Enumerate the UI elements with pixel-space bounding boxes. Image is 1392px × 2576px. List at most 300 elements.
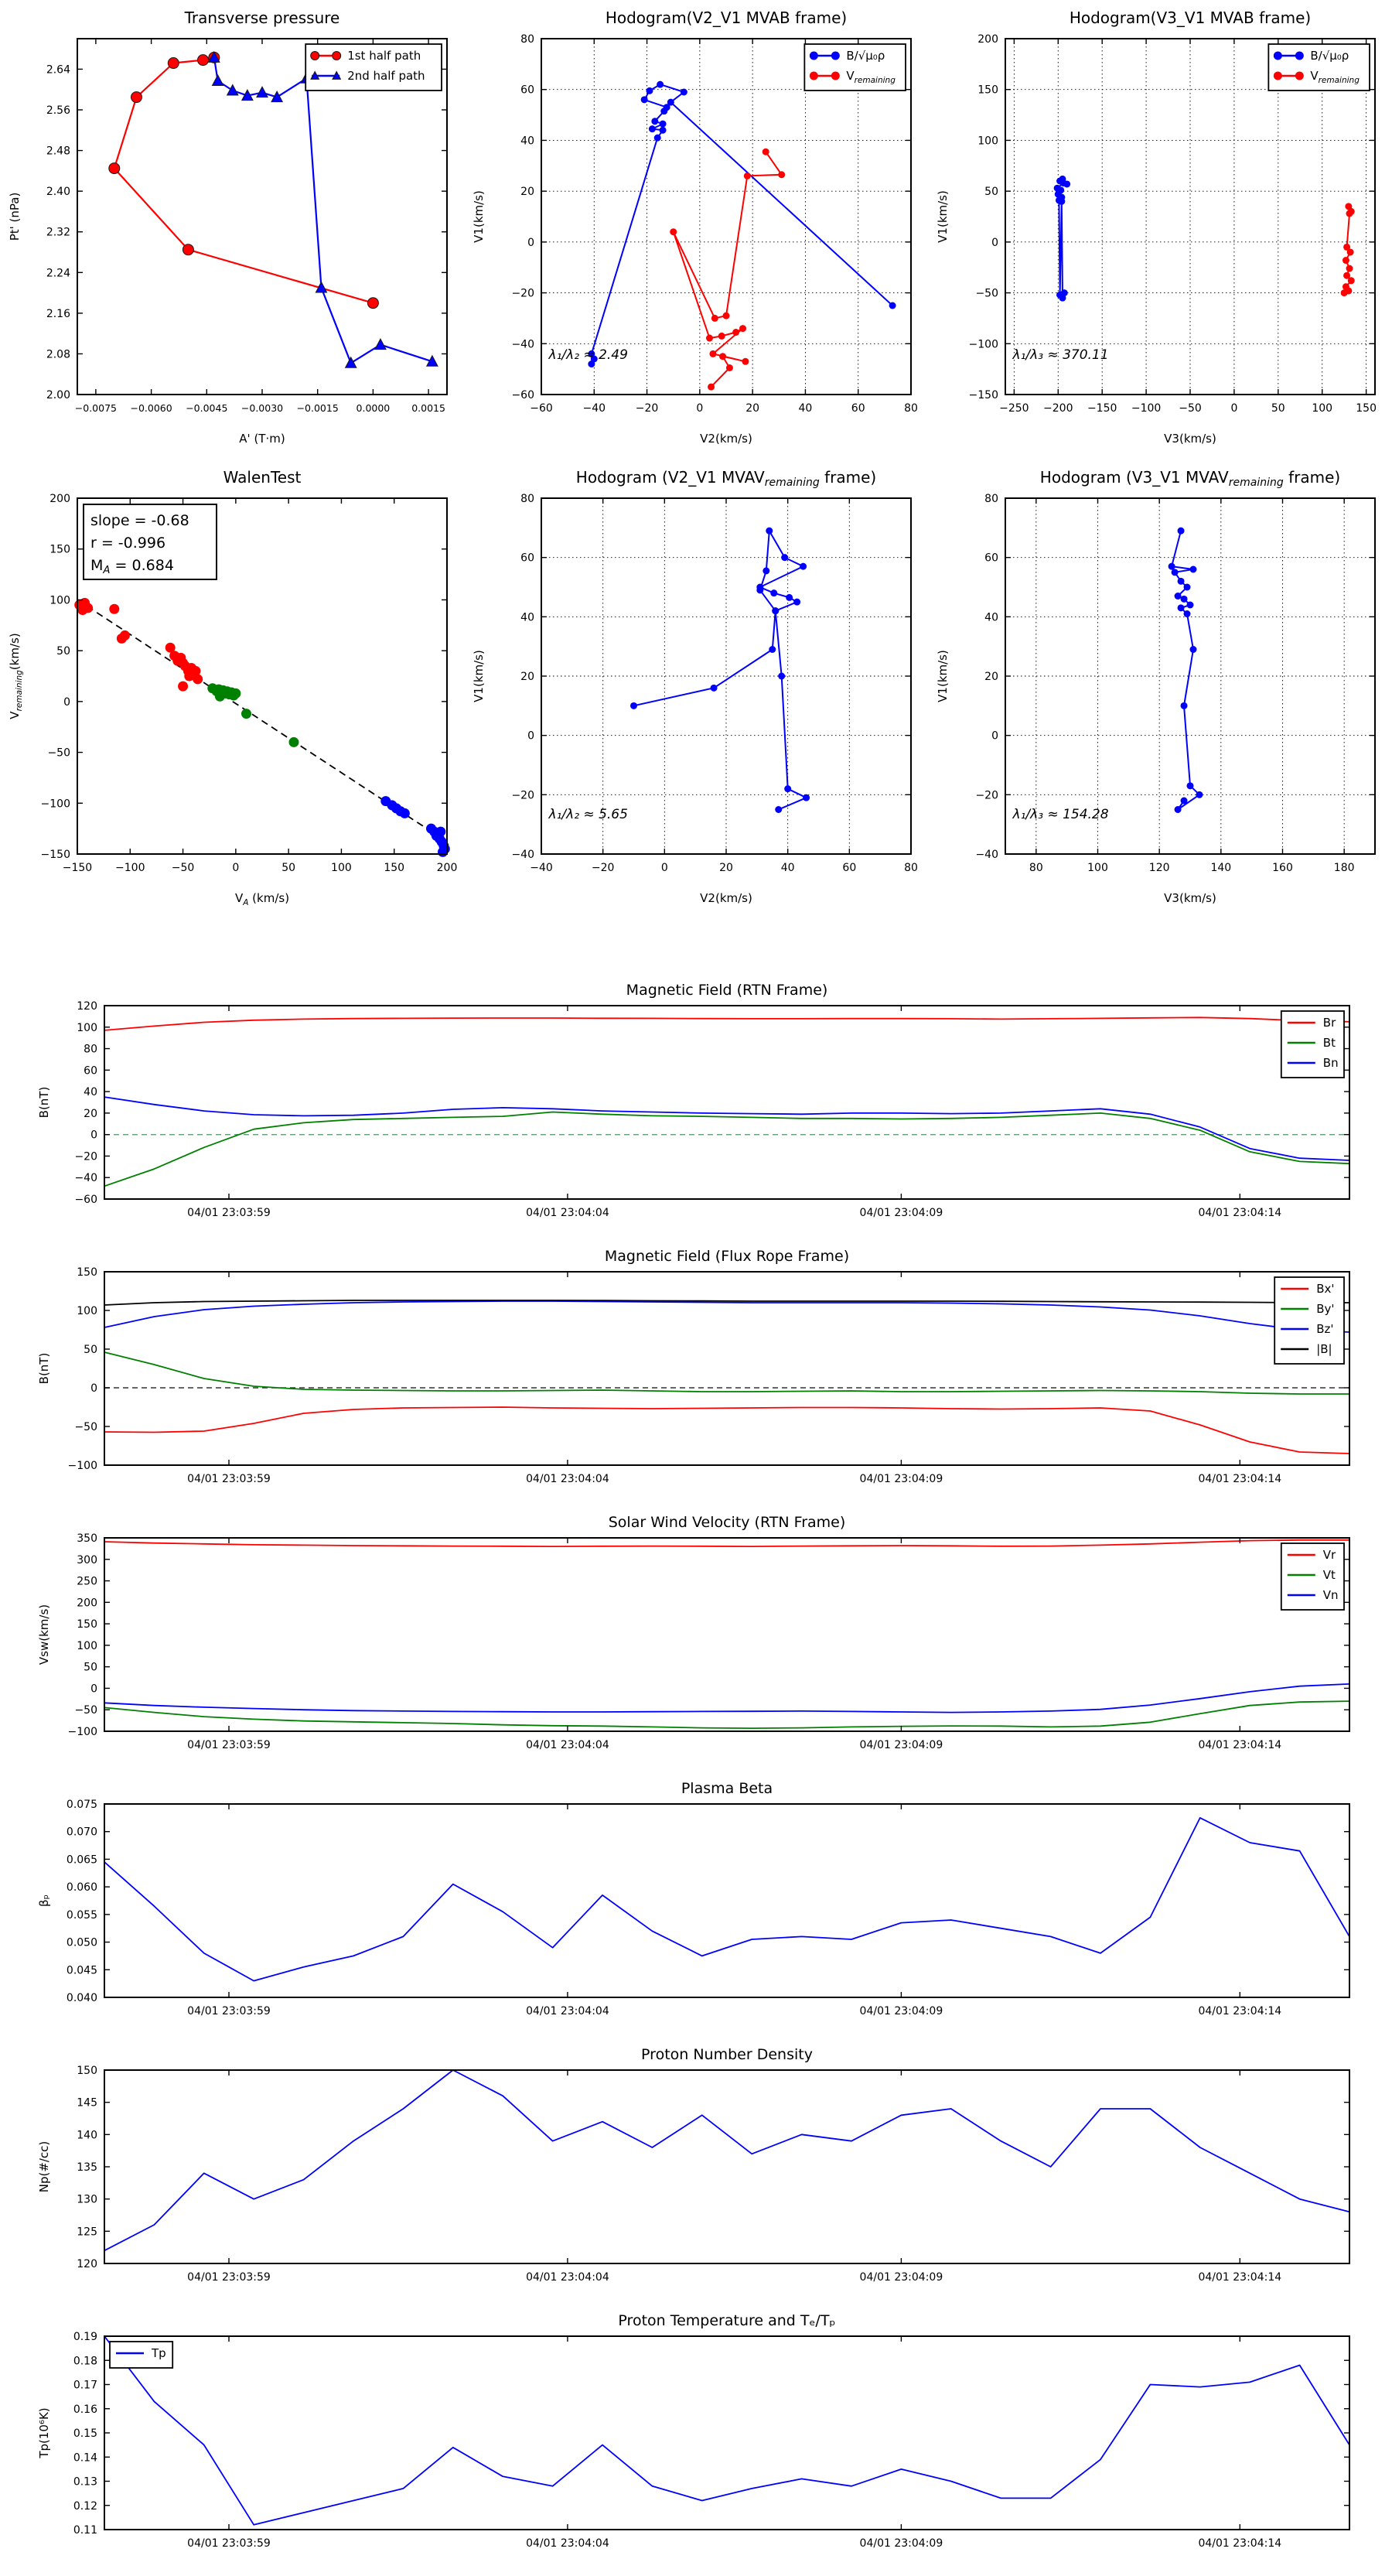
dot-marker <box>1058 198 1065 205</box>
legend-label: By' <box>1316 1302 1335 1316</box>
x-tick-label: 100 <box>1087 862 1108 874</box>
plot-title: Transverse pressure <box>184 9 340 27</box>
y-tick-label: 20 <box>84 1107 97 1120</box>
plot-area <box>541 39 911 395</box>
dot-marker <box>831 72 840 80</box>
dot-marker <box>1189 566 1196 573</box>
panel-hodogram-v3v1-mvab <box>928 0 1392 460</box>
legend-label: Bz' <box>1316 1322 1334 1336</box>
x-tick-label: 04/01 23:04:04 <box>526 2537 609 2550</box>
dot-marker <box>1274 52 1282 60</box>
dot-marker <box>657 81 664 88</box>
x-tick-label: 04/01 23:03:59 <box>187 2271 271 2284</box>
y-tick-label: −40 <box>74 1172 97 1185</box>
panel-solar-wind-velocity <box>0 1512 1392 1778</box>
dot-marker <box>660 127 667 134</box>
dot-marker <box>1178 604 1185 611</box>
x-tick-label: 160 <box>1272 862 1293 874</box>
chart-hodogram-v2v1-mvab <box>464 0 928 456</box>
plot-title: Hodogram (V3_V1 $MVAV_{remaining}$ frame) <box>1039 468 1341 489</box>
x-tick-label: −0.0075 <box>74 402 118 414</box>
y-tick-label: 0 <box>991 729 998 743</box>
dot-marker <box>889 302 896 309</box>
x-tick-label: 04/01 23:04:04 <box>526 1739 609 1751</box>
y-tick-label: 0 <box>991 236 998 249</box>
x-tick-label: 04/01 23:04:14 <box>1198 1473 1282 1485</box>
dot-marker <box>784 785 791 792</box>
x-tick-label: −20 <box>635 402 659 415</box>
y-tick-label: −100 <box>67 1726 97 1738</box>
x-tick-label: 04/01 23:04:14 <box>1198 2537 1282 2550</box>
dot-marker <box>83 603 93 613</box>
dot-marker <box>1178 528 1185 535</box>
panel-proton-number-density <box>0 2044 1392 2310</box>
chart-hodogram-v3v1-mvab <box>928 0 1392 456</box>
y-tick-label: 0.19 <box>73 2331 97 2343</box>
x-tick-label: 04/01 23:04:09 <box>859 1473 943 1485</box>
x-tick-label: −0.0060 <box>130 402 172 414</box>
y-axis-label: $V_{remaining}(km/s)$ <box>8 633 24 719</box>
y-tick-label: 200 <box>977 33 998 46</box>
plot-title: Hodogram(V3_V1 MVAB frame) <box>1069 9 1312 27</box>
x-tick-label: 0 <box>232 862 240 874</box>
dot-marker <box>1346 265 1353 272</box>
dot-marker <box>1184 610 1191 617</box>
y-tick-label: 0.050 <box>66 1936 97 1949</box>
y-tick-label: 0.13 <box>73 2475 97 2489</box>
y-tick-label: 40 <box>520 611 534 624</box>
legend-label: Vt <box>1322 1568 1336 1582</box>
x-axis-label: A' (T·m) <box>239 432 285 446</box>
y-tick-label: 140 <box>77 2129 97 2142</box>
circle-marker <box>168 58 179 69</box>
y-tick-label: −40 <box>975 849 998 861</box>
y-tick-label: −150 <box>968 389 998 401</box>
legend-label: Tp <box>152 2346 166 2360</box>
panel-magnetic-field-flux-rope <box>0 1245 1392 1512</box>
dot-marker <box>1060 179 1067 186</box>
dot-marker <box>435 827 445 837</box>
y-axis-label: Vsw(km/s) <box>37 1604 51 1666</box>
dot-marker <box>670 228 677 235</box>
y-tick-label: 40 <box>84 1086 97 1099</box>
x-tick-label: 04/01 23:04:09 <box>859 1739 943 1751</box>
y-tick-label: 300 <box>77 1553 97 1566</box>
y-tick-label: 2.40 <box>46 186 70 199</box>
y-tick-label: 20 <box>984 671 998 683</box>
y-tick-label: 80 <box>520 33 534 46</box>
y-tick-label: 150 <box>77 1618 97 1631</box>
legend-label: Bn <box>1322 1056 1339 1070</box>
dot-marker <box>109 604 119 614</box>
dot-marker <box>651 118 658 125</box>
y-tick-label: −40 <box>511 849 534 861</box>
y-axis-label: V1(km/s) <box>936 190 950 243</box>
x-tick-label: 80 <box>904 862 918 874</box>
x-tick-label: −50 <box>171 862 195 874</box>
y-tick-label: 2.64 <box>46 63 70 77</box>
panel-proton-temperature <box>0 2310 1392 2576</box>
y-tick-label: −50 <box>74 1704 97 1717</box>
y-tick-label: 0.15 <box>73 2427 97 2440</box>
y-tick-label: 60 <box>84 1064 97 1078</box>
y-tick-label: 200 <box>77 1597 97 1610</box>
dot-marker <box>1184 584 1191 591</box>
plot-area <box>104 1804 1349 1997</box>
x-axis-label: V3(km/s) <box>1164 891 1216 905</box>
legend-label: 2nd half path <box>347 69 425 83</box>
x-tick-label: 200 <box>436 862 458 874</box>
panel-hodogram-v2v1-mvab <box>464 0 928 460</box>
x-tick-label: 150 <box>1356 402 1377 415</box>
y-tick-label: 200 <box>49 493 70 505</box>
dot-marker <box>810 72 818 80</box>
x-tick-label: −20 <box>591 862 615 874</box>
x-tick-label: 120 <box>1148 862 1170 874</box>
y-tick-label: 2.00 <box>46 389 70 401</box>
dot-marker <box>711 685 718 692</box>
x-tick-label: 40 <box>780 862 795 874</box>
x-tick-label: −0.0015 <box>296 402 339 414</box>
dot-marker <box>230 688 241 699</box>
y-tick-label: 0.18 <box>73 2355 97 2368</box>
row-scatter-hodograms-2 <box>0 460 1392 919</box>
dot-marker <box>708 384 715 391</box>
x-tick-label: −100 <box>1131 402 1162 415</box>
chart-plasma-beta <box>0 1778 1392 2041</box>
y-tick-label: 0.17 <box>73 2379 97 2392</box>
dot-marker <box>1181 702 1188 709</box>
x-tick-label: −200 <box>1043 402 1073 415</box>
y-tick-label: 80 <box>520 493 534 505</box>
x-tick-label: 04/01 23:04:09 <box>859 1207 943 1219</box>
x-tick-label: 04/01 23:03:59 <box>187 1473 271 1485</box>
y-tick-label: 50 <box>56 645 70 658</box>
legend-label: $V_{remaining}$ <box>1310 69 1360 85</box>
dot-marker <box>1175 806 1182 813</box>
dot-marker <box>723 313 730 319</box>
x-tick-label: 04/01 23:04:14 <box>1198 1739 1282 1751</box>
y-tick-label: 0 <box>90 1382 97 1395</box>
dot-marker <box>793 599 800 606</box>
legend-label: $V_{remaining}$ <box>846 69 896 85</box>
y-tick-label: 0.14 <box>73 2451 97 2465</box>
x-tick-label: 100 <box>1312 402 1333 415</box>
y-axis-label: Tp(10⁶K) <box>37 2407 51 2458</box>
x-tick-label: 04/01 23:03:59 <box>187 2537 271 2550</box>
y-axis-label: B(nT) <box>37 1352 51 1385</box>
dot-marker <box>1347 249 1354 256</box>
dot-marker <box>711 315 718 322</box>
y-tick-label: 40 <box>984 611 998 624</box>
circle-marker <box>198 55 209 66</box>
panel-plasma-beta <box>0 1778 1392 2044</box>
x-tick-label: 180 <box>1333 862 1355 874</box>
circle-marker <box>183 244 193 255</box>
y-tick-label: 0.075 <box>66 1799 97 1811</box>
dot-marker <box>646 87 653 94</box>
dot-marker <box>1178 578 1185 585</box>
y-tick-label: 100 <box>77 1639 97 1652</box>
dot-marker <box>772 607 779 614</box>
plot-area <box>104 2070 1349 2263</box>
y-tick-label: 20 <box>520 671 534 683</box>
x-tick-label: 04/01 23:03:59 <box>187 2005 271 2017</box>
dot-marker <box>810 52 818 60</box>
y-tick-label: 80 <box>984 493 998 505</box>
plot-title: WalenTest <box>223 468 302 487</box>
x-tick-label: 04/01 23:04:09 <box>859 2271 943 2284</box>
y-tick-label: 0.16 <box>73 2403 97 2416</box>
chart-transverse-pressure <box>0 0 464 456</box>
dot-marker <box>1181 596 1188 603</box>
eigenvalue-annotation: λ₁/λ₃ ≈ 154.28 <box>1012 807 1109 822</box>
dot-marker <box>800 563 807 570</box>
circle-marker <box>333 52 341 60</box>
dot-marker <box>1341 289 1348 296</box>
dot-marker <box>1181 798 1188 805</box>
y-axis-label: Pt' (nPa) <box>8 192 22 241</box>
y-tick-label: 0.070 <box>66 1826 97 1839</box>
y-tick-label: −150 <box>40 849 70 861</box>
dot-marker <box>775 806 782 813</box>
x-tick-label: 60 <box>851 402 865 415</box>
y-axis-label: V1(km/s) <box>472 650 486 702</box>
x-tick-label: 0.0015 <box>411 402 445 414</box>
x-tick-label: −150 <box>62 862 93 874</box>
y-tick-label: 150 <box>77 2065 97 2077</box>
x-tick-label: 60 <box>842 862 857 874</box>
dot-marker <box>726 364 733 371</box>
dot-marker <box>781 554 788 561</box>
x-tick-label: −40 <box>582 402 606 415</box>
dot-marker <box>178 682 188 692</box>
y-tick-label: 120 <box>77 1000 97 1013</box>
plot-title: Hodogram(V2_V1 MVAB frame) <box>605 9 848 27</box>
x-tick-label: 04/01 23:04:04 <box>526 1207 609 1219</box>
plot-area <box>104 1538 1349 1731</box>
x-tick-label: 04/01 23:04:04 <box>526 2005 609 2017</box>
plot-title: Plasma Beta <box>681 1780 773 1797</box>
y-tick-label: 60 <box>520 84 534 97</box>
y-tick-label: 60 <box>520 552 534 565</box>
dot-marker <box>763 567 769 574</box>
plot-title: Proton Temperature and Tₑ/Tₚ <box>618 2312 836 2329</box>
chart-hodogram-v3v1-mvav <box>928 460 1392 916</box>
y-tick-label: 135 <box>77 2161 97 2174</box>
x-tick-label: −0.0030 <box>241 402 284 414</box>
y-tick-label: 100 <box>977 135 998 148</box>
circle-marker <box>131 92 142 103</box>
x-tick-label: 04/01 23:04:04 <box>526 2271 609 2284</box>
y-axis-label: B(nT) <box>37 1086 51 1119</box>
y-tick-label: 100 <box>77 1305 97 1317</box>
x-tick-label: 150 <box>384 862 405 874</box>
dot-marker <box>766 528 773 535</box>
dot-marker <box>654 135 661 142</box>
dot-marker <box>709 350 716 357</box>
dot-marker <box>630 702 637 709</box>
x-tick-label: −250 <box>999 402 1029 415</box>
x-tick-label: −0.0045 <box>186 402 228 414</box>
stats-box-line: r = -0.996 <box>90 535 166 552</box>
dot-marker <box>1274 72 1282 80</box>
x-tick-label: −50 <box>1179 402 1202 415</box>
dot-marker <box>681 89 687 96</box>
y-tick-label: 50 <box>984 186 998 199</box>
y-tick-label: 0.055 <box>66 1908 97 1922</box>
y-tick-label: 100 <box>77 1021 97 1034</box>
dot-marker <box>769 646 776 653</box>
x-tick-label: 50 <box>1271 402 1285 415</box>
dot-marker <box>1172 569 1179 576</box>
plot-title: Magnetic Field (RTN Frame) <box>626 982 828 999</box>
y-tick-label: 0 <box>90 1683 97 1696</box>
row-scatter-hodograms-1 <box>0 0 1392 460</box>
y-tick-label: −20 <box>511 287 534 300</box>
dot-marker <box>1343 257 1349 264</box>
y-tick-label: 2.32 <box>46 226 70 239</box>
y-tick-label: 80 <box>84 1043 97 1056</box>
circle-marker <box>367 298 378 309</box>
y-axis-label: Np(#/cc) <box>37 2140 51 2193</box>
legend-label: Br <box>1322 1016 1336 1030</box>
plot-area <box>104 2336 1349 2530</box>
x-tick-label: 04/01 23:03:59 <box>187 1739 271 1751</box>
chart-walen-test <box>0 460 464 916</box>
y-tick-label: 40 <box>520 135 534 148</box>
plot-title: Magnetic Field (Flux Rope Frame) <box>604 1248 850 1265</box>
y-tick-label: 0.040 <box>66 1992 97 2004</box>
chart-magnetic-field-rtn <box>0 979 1392 1242</box>
x-tick-label: 04/01 23:04:09 <box>859 2537 943 2550</box>
dot-marker <box>778 171 785 178</box>
dot-marker <box>739 325 746 332</box>
y-tick-label: 2.24 <box>46 267 70 280</box>
y-tick-label: 150 <box>977 84 998 97</box>
x-tick-label: 50 <box>281 862 296 874</box>
y-tick-label: 145 <box>77 2096 97 2110</box>
time-series-stack <box>0 979 1392 2576</box>
x-tick-label: 40 <box>798 402 813 415</box>
plot-area <box>104 1006 1349 1199</box>
x-tick-label: 0 <box>1230 402 1238 415</box>
y-tick-label: −100 <box>67 1460 97 1472</box>
y-tick-label: 150 <box>77 1266 97 1279</box>
plot-title: Hodogram (V2_V1 $MVAV_{remaining}$ frame) <box>575 468 877 489</box>
x-tick-label: 20 <box>745 402 760 415</box>
x-tick-label: −40 <box>530 862 553 874</box>
y-tick-label: −20 <box>74 1150 97 1163</box>
x-tick-label: 0.0000 <box>356 402 391 414</box>
y-tick-label: −50 <box>47 746 70 760</box>
dot-marker <box>1196 791 1203 798</box>
dot-marker <box>706 335 713 342</box>
y-tick-label: 2.56 <box>46 104 70 117</box>
y-tick-label: 150 <box>49 543 70 556</box>
dot-marker <box>831 52 840 60</box>
dot-marker <box>1189 646 1196 653</box>
dot-marker <box>786 594 793 601</box>
stats-box-line: slope = -0.68 <box>90 512 189 529</box>
y-tick-label: 20 <box>520 186 534 199</box>
dot-marker <box>1295 52 1304 60</box>
y-tick-label: 50 <box>84 1344 97 1356</box>
panel-walen-test <box>0 460 464 919</box>
legend-label: Vr <box>1322 1548 1336 1562</box>
eigenvalue-annotation: λ₁/λ₂ ≈ 2.49 <box>548 347 628 363</box>
y-tick-label: 0 <box>90 1129 97 1142</box>
legend-label: Bt <box>1322 1036 1336 1050</box>
x-tick-label: 80 <box>904 402 918 415</box>
legend-label: |B| <box>1316 1342 1332 1356</box>
dot-marker <box>649 125 656 132</box>
y-tick-label: −60 <box>511 389 534 401</box>
x-axis-label: V3(km/s) <box>1164 432 1216 446</box>
y-tick-label: 0 <box>527 236 534 249</box>
y-tick-label: 0 <box>527 729 534 743</box>
x-tick-label: 0 <box>660 862 668 874</box>
dot-marker <box>193 674 203 684</box>
panel-hodogram-v3v1-mvav <box>928 460 1392 919</box>
y-tick-label: 0.045 <box>66 1964 97 1977</box>
panel-transverse-pressure <box>0 0 464 460</box>
x-tick-label: −150 <box>1087 402 1117 415</box>
y-tick-label: 130 <box>77 2193 97 2206</box>
dot-marker <box>241 709 251 719</box>
dot-marker <box>732 329 739 336</box>
chart-proton-temperature <box>0 2310 1392 2573</box>
y-tick-label: 2.08 <box>46 348 70 361</box>
dot-marker <box>215 692 225 702</box>
dot-marker <box>770 589 777 596</box>
y-tick-label: 100 <box>49 594 70 607</box>
x-axis-label: V2(km/s) <box>700 432 752 446</box>
y-tick-label: 0.12 <box>73 2499 97 2513</box>
y-tick-label: 0.065 <box>66 1853 97 1867</box>
panel-magnetic-field-rtn <box>0 979 1392 1245</box>
dot-marker <box>756 584 763 591</box>
dot-marker <box>1346 210 1353 217</box>
dot-marker <box>719 353 726 360</box>
y-tick-label: −100 <box>40 798 70 811</box>
dot-marker <box>641 96 648 103</box>
chart-hodogram-v2v1-mvav <box>464 460 928 916</box>
dot-marker <box>718 333 725 340</box>
dot-marker <box>763 149 769 155</box>
x-tick-label: 04/01 23:04:14 <box>1198 2005 1282 2017</box>
y-tick-label: 50 <box>84 1661 97 1674</box>
dot-marker <box>400 808 410 818</box>
y-axis-label: V1(km/s) <box>936 650 950 702</box>
dot-marker <box>803 794 810 801</box>
x-tick-label: 0 <box>696 402 704 415</box>
dot-marker <box>667 99 674 106</box>
circle-marker <box>311 52 319 60</box>
dot-marker <box>660 121 667 128</box>
y-tick-label: −20 <box>511 789 534 802</box>
dot-marker <box>1175 593 1182 600</box>
dot-marker <box>1295 72 1304 80</box>
y-tick-label: 0 <box>63 695 70 709</box>
x-tick-label: 80 <box>1029 862 1043 874</box>
legend-label: Bx' <box>1316 1282 1335 1296</box>
x-tick-label: 04/01 23:04:04 <box>526 1473 609 1485</box>
dot-marker <box>1187 602 1194 609</box>
stats-box-line: $M_A = 0.684$ <box>90 557 174 576</box>
x-tick-label: 140 <box>1210 862 1232 874</box>
chart-proton-number-density <box>0 2044 1392 2307</box>
